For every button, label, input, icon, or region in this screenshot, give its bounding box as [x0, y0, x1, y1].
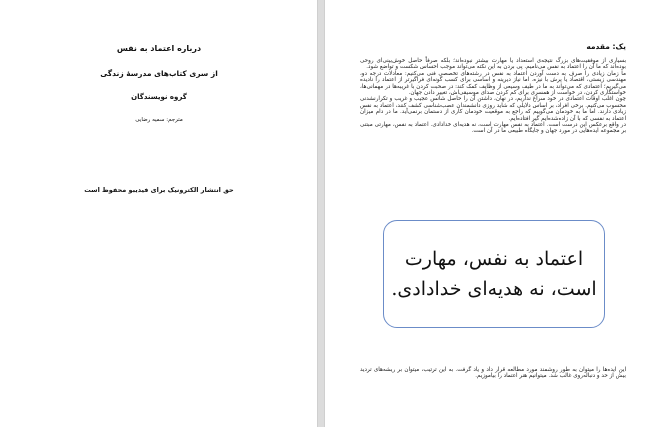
pull-quote-line: اعتماد به نفس، مهارت	[404, 248, 584, 270]
paragraph: چون اغلب اوقات اعتمادی در خود سراغ نداریم، در نهان، داشتن آن را حاصل شانس عجیب و غریب و تکرارنشدنی محسوب می‌کنیم. برخی افراد، بر اساس دلایلی که شاید روزی دانشمندان عصب‌شناسی کشف کنند، اعتماد به نفس زیادی دارند. اما ما به خودمان می‌گوییم که راجع به موقعیت خودمان کاری از دستمان برنمی‌آید. ما در دام میزان اعتماد به نفسی که با آن زاده‌شده‌ایم گیر افتاده‌ایم.	[360, 96, 626, 122]
pull-quote-line: است، نه هدیه‌ای خدادادی.	[391, 278, 597, 300]
book-title: درباره اعتماد به نفس	[116, 44, 202, 53]
translator: مترجم: سمیه رضایی	[135, 117, 183, 123]
body-text-top	[360, 58, 626, 135]
authors: گروه نویسندگان	[131, 93, 187, 101]
rights-notice: حق انتشار الکترونیک برای فیدیبو محفوظ است	[84, 186, 234, 194]
series-name: از سری کتاب‌های مدرسهٔ زندگی	[100, 69, 218, 78]
body-text-bottom	[360, 367, 626, 380]
paragraph: در واقع برعکس این درست است. اعتماد به نفس مهارت است، نه هدیه‌ای خدادادی. اعتماد به نفس، مهارتی مبتنی بر مجموعه ایده‌هایی در مورد جهان و جایگاه طبیعی ما در آن است.	[360, 122, 626, 135]
chapter-heading: یک: مقدمه	[586, 42, 626, 51]
paragraph: بسیاری از موفقیت‌های بزرگ نتیجه‌ی استعداد یا مهارت بیشتر نبوده‌اند؛ بلکه صرفاً حاصل خوش‌بینی‌ای روحی بوده‌اند که ما آن را اعتماد به نفس می‌نامیم. پی بردن به این نکته می‌تواند موجب احساس شکست و تواضع شود.	[360, 58, 626, 71]
paragraph: ما زمان زیادی را صرف به دست آوردن اعتماد به نفس در رشته‌های تخصصی فنی می‌کنیم: معادلات درجه دو، مهندسی زیستی، اقتصاد یا پرش با نیزه. اما نیاز دیرینه و اساسی برای کسب گونه‌ای فراگیرتر از اعتماد را نادیده می‌گیریم؛ اعتمادی که می‌تواند به ما در طیف وسیعی از وظایف کمک کند: در صحبت کردن با غریبه‌ها در مهمانی‌ها، خواستگاری کردن، در خواست از همسری برای کم کردن صدای موسیقی‌اش، تغییر دادن جهان.	[360, 70, 626, 97]
left-page	[0, 0, 318, 427]
right-page	[324, 0, 660, 427]
paragraph: این ایده‌ها را میتوان به طور روشمند مورد مطالعه قرار داد و یاد گرفت. به این ترتیب، میتوان بر ریشه‌های تردید بیش از حد و دنباله‌روی غالب شد. میتوانیم هنر اعتماد را بیاموزیم.	[360, 367, 626, 380]
pull-quote-box	[383, 220, 605, 328]
